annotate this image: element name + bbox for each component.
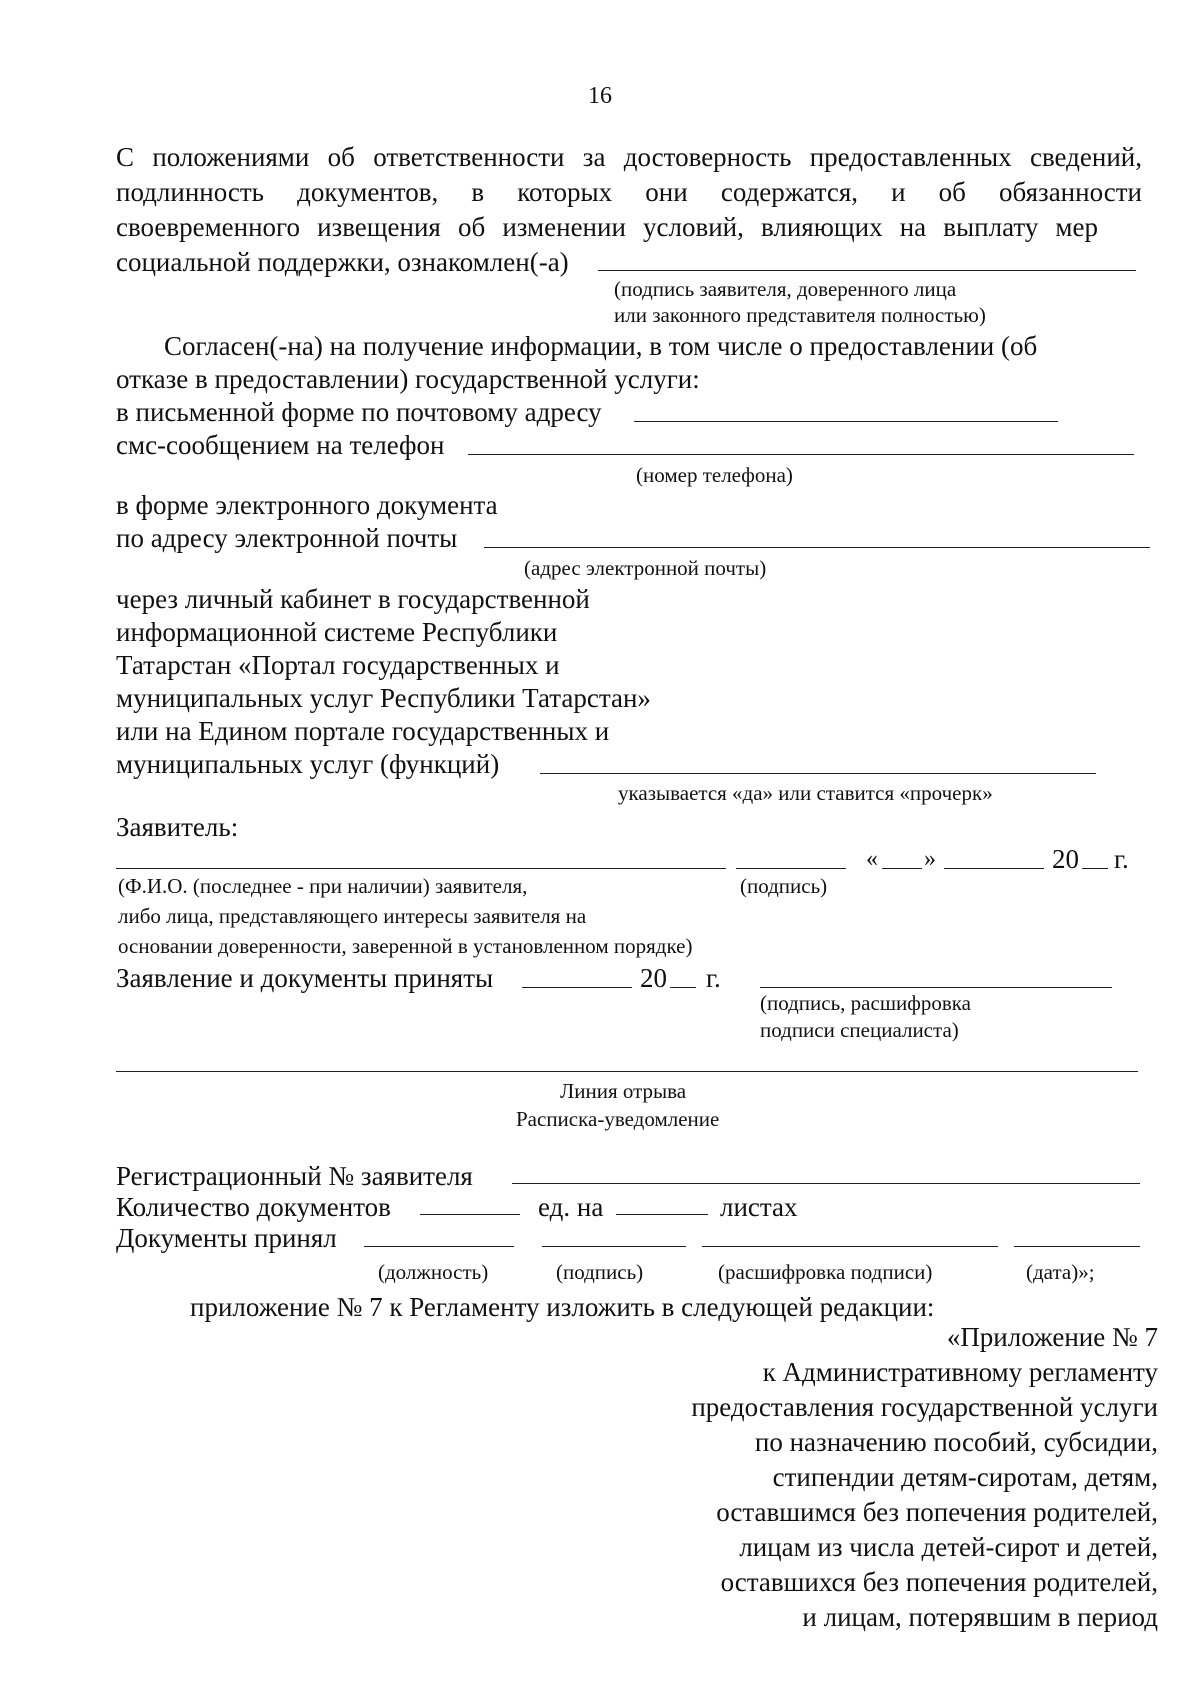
accepted-by-label: Документы принял [116,1223,337,1253]
position-line[interactable] [364,1246,514,1247]
specialist-caption-1: (подпись, расшифровка [760,991,971,1015]
applicant-label: Заявитель: [116,812,239,842]
date-month-line[interactable] [944,868,1044,869]
email-caption: (адрес электронной почты) [524,556,767,580]
receipt-date-caption: (дата)»; [1026,1260,1095,1284]
consent-signature-caption-1: (подпись заявителя, доверенного лица [614,277,957,301]
date-day-line[interactable] [882,868,922,869]
date-year-prefix: 20 [1052,844,1079,874]
agreement-line-1: Согласен(-на) на получение информации, в том числе о предоставлении (об [164,331,1038,361]
applicant-signature-line[interactable] [736,868,846,869]
date-quote-open: « [866,846,878,872]
applicant-fio-line[interactable] [116,868,726,869]
agreement-line-2: отказе в предоставлении) государственной услуги: [116,364,700,394]
appendix-header-line: предоставления государственной услуги [691,1392,1158,1422]
appendix-header-line: «Приложение № 7 [946,1322,1158,1352]
docs-count-line[interactable] [420,1214,520,1215]
phone-caption: (номер телефона) [636,463,793,487]
accepted-year-line[interactable] [670,987,696,988]
portal-caption: указывается «да» или ставится «прочерк» [618,781,993,805]
portal-label-6: муниципальных услуг (функций) [116,749,500,779]
date-year-line[interactable] [1082,868,1108,869]
accepted-date-line[interactable] [522,987,632,988]
date-quote-close: » [924,846,936,872]
reg-number-line[interactable] [512,1183,1140,1184]
portal-line[interactable] [540,773,1096,774]
postal-label: в письменной форме по почтовому адресу [116,397,602,427]
decode-caption: (расшифровка подписи) [718,1260,933,1284]
appendix-header-line: оставшимся без попечения родителей, [716,1497,1158,1527]
docs-count-label: Количество документов [116,1192,391,1222]
portal-label-4: муниципальных услуг Республики Татарстан» [116,683,651,713]
electronic-label-2: по адресу электронной почты [116,523,458,553]
appendix-header-line: и лицам, потерявшим в период [802,1602,1158,1632]
page-number: 16 [588,83,612,109]
position-caption: (должность) [378,1260,489,1284]
appendix-header [458,1320,1158,1635]
accepted-year-prefix: 20 [640,963,667,993]
accepted-label: Заявление и документы приняты [116,963,494,993]
fio-caption-1: (Ф.И.О. (последнее - при наличии) заявителя, [118,874,528,898]
phone-line[interactable] [468,454,1134,455]
specialist-signature-line[interactable] [760,987,1112,988]
receipt-date-line[interactable] [1014,1246,1140,1247]
portal-label-3: Татарстан «Портал государственных и [116,650,560,680]
sms-label: смс-сообщением на телефон [116,430,445,460]
appendix-header-line: по назначению пособий, субсидии, [754,1427,1158,1457]
consent-line-3: своевременного извещения об изменении условий, влияющих на выплату мер [116,212,1098,242]
appendix-intro: приложение № 7 к Регламенту изложить в следующей редакции: [190,1292,935,1322]
receipt-title: Расписка-уведомление [516,1107,720,1131]
accepted-year-suffix: г. [706,963,721,993]
consent-line-4: социальной поддержки, ознакомлен(-а) [116,247,569,277]
units-label: ед. на [538,1192,604,1222]
consent-signature-caption-2: или законного представителя полностью) [614,303,986,327]
consent-signature-line[interactable] [598,270,1136,271]
postal-address-line[interactable] [634,421,1058,422]
email-line[interactable] [484,547,1150,548]
receipt-signature-line[interactable] [542,1246,686,1247]
tear-line-label: Линия отрыва [560,1079,687,1103]
appendix-header-line: стипендии детям-сиротам, детям, [772,1462,1158,1492]
sheets-label: листах [720,1192,798,1222]
appendix-header-line: оставшихся без попечения родителей, [720,1567,1158,1597]
portal-label-2: информационной системе Республики [116,617,558,647]
fio-caption-3: основании доверенности, заверенной в установленном порядке) [118,934,693,958]
reg-number-label: Регистрационный № заявителя [116,1161,473,1191]
appendix-header-line: лицам из числа детей-сирот и детей, [739,1532,1158,1562]
specialist-caption-2: подписи специалиста) [760,1018,959,1042]
tear-line [116,1071,1138,1072]
date-year-suffix: г. [1114,844,1129,874]
consent-line-1: С положениями об ответственности за достоверность предоставленных сведений, [116,142,1142,172]
electronic-label-1: в форме электронного документа [116,490,498,520]
portal-label-1: через личный кабинет в государственной [116,584,590,614]
sheets-count-line[interactable] [616,1214,708,1215]
signature-caption: (подпись) [740,874,828,898]
appendix-header-line: к Административному регламенту [762,1357,1158,1387]
decode-line[interactable] [702,1246,998,1247]
portal-label-5: или на Едином портале государственных и [116,716,610,746]
receipt-signature-caption: (подпись) [556,1260,644,1284]
fio-caption-2: либо лица, представляющего интересы заявителя на [118,904,587,928]
consent-line-2: подлинность документов, в которых они содержатся, и об обязанности [116,177,1142,207]
